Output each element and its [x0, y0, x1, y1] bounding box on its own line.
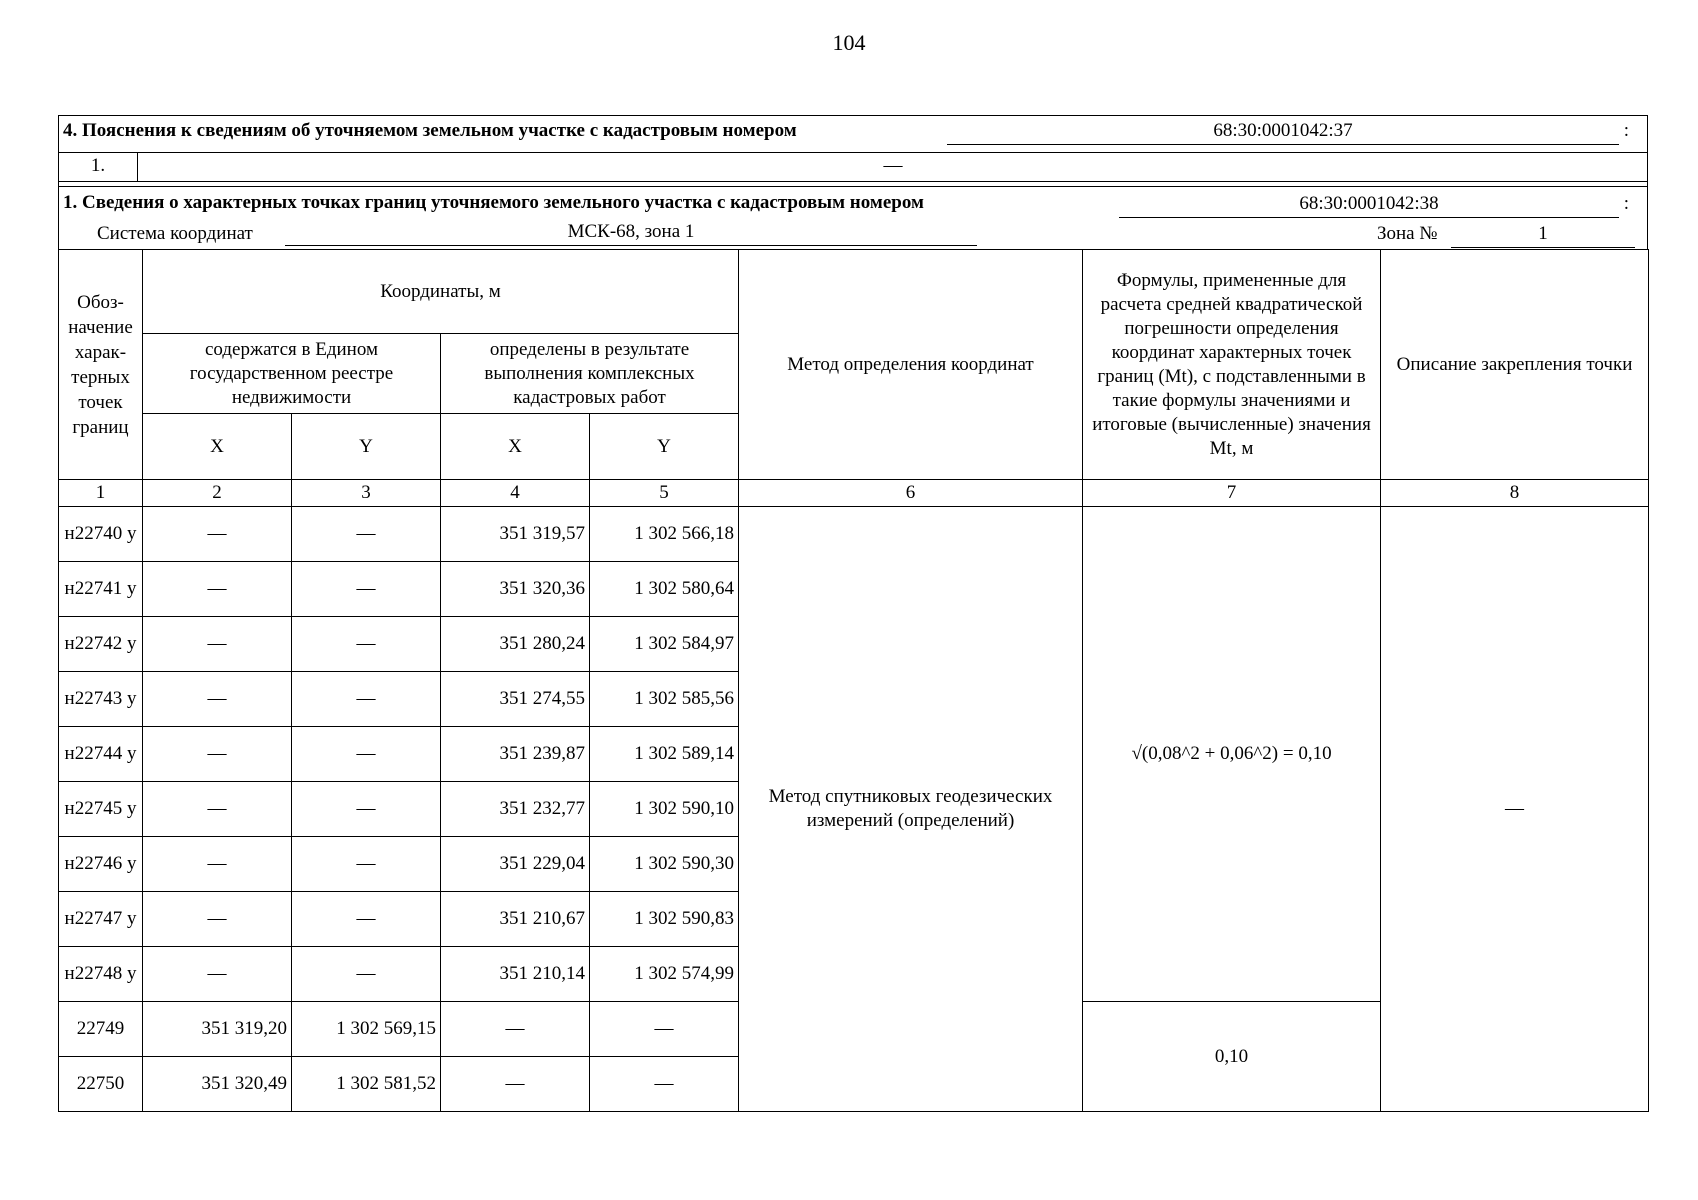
column-number: 6 [739, 480, 1083, 507]
section-1-title: 1. Сведения о характерных точках границ уточняемого земельного участка с кадастровым номером [63, 192, 924, 213]
determined-y: 1 302 574,99 [590, 947, 739, 1002]
registry-y: 1 302 581,52 [292, 1057, 441, 1112]
header-determined: определены в результате выполнения комплексных кадастровых работ [441, 334, 739, 414]
section-1-header [58, 186, 1648, 249]
description-cell: — [1381, 507, 1649, 1112]
section-4-header [59, 116, 1647, 153]
registry-y: — [292, 507, 441, 562]
coord-system-value: МСК-68, зона 1 [285, 221, 977, 246]
column-numbers-row [59, 480, 1649, 507]
determined-x: — [441, 1057, 590, 1112]
point-id: н22745 у [59, 782, 143, 837]
method-cell: Метод спутниковых геодезических измерений (определений) [739, 507, 1083, 1112]
table-row [59, 507, 1649, 562]
header-formulas: Формулы, примененные для расчета средней квадратической погрешности определения координат характерных точек границ (Mt), с подставленными в такие формулы значениями и итоговые (вычисленные) значения Mt, м [1083, 250, 1381, 480]
point-id: н22743 у [59, 672, 143, 727]
determined-x: 351 280,24 [441, 617, 590, 672]
header-description: Описание закрепления точки [1381, 250, 1649, 480]
zone-label: Зона № [1377, 223, 1438, 244]
registry-x: — [143, 892, 292, 947]
registry-y: — [292, 892, 441, 947]
point-id: н22740 у [59, 507, 143, 562]
determined-x: 351 319,57 [441, 507, 590, 562]
determined-y: 1 302 590,30 [590, 837, 739, 892]
section-4-row-value: — [883, 155, 903, 176]
column-number: 8 [1381, 480, 1649, 507]
point-id: н22747 у [59, 892, 143, 947]
column-number: 7 [1083, 480, 1381, 507]
determined-x: 351 210,14 [441, 947, 590, 1002]
column-number: 4 [441, 480, 590, 507]
determined-y: 1 302 585,56 [590, 672, 739, 727]
page-number: 104 [832, 30, 866, 55]
section-4-cadastral-number: 68:30:0001042:37 [947, 120, 1619, 145]
registry-x: — [143, 947, 292, 1002]
point-id: н22748 у [59, 947, 143, 1002]
determined-x: 351 229,04 [441, 837, 590, 892]
determined-y: 1 302 584,97 [590, 617, 739, 672]
determined-y: — [590, 1002, 739, 1057]
determined-x: — [441, 1002, 590, 1057]
document-sheet [58, 115, 1648, 1112]
section-4-colon: : [1623, 120, 1629, 141]
registry-x: 351 320,49 [143, 1057, 292, 1112]
column-number: 1 [59, 480, 143, 507]
column-number: 3 [292, 480, 441, 507]
registry-x: 351 319,20 [143, 1002, 292, 1057]
header-registry-x: X [143, 414, 292, 480]
header-registry: содержатся в Едином государственном реестре недвижимости [143, 334, 441, 414]
determined-y: — [590, 1057, 739, 1112]
registry-x: — [143, 782, 292, 837]
header-designation: Обоз-начение харак-терных точек границ [59, 250, 143, 480]
registry-y: — [292, 947, 441, 1002]
header-determined-x: X [441, 414, 590, 480]
registry-x: — [143, 727, 292, 782]
coord-system-label: Система координат [97, 223, 253, 244]
determined-y: 1 302 566,18 [590, 507, 739, 562]
header-registry-y: Y [292, 414, 441, 480]
point-id: н22742 у [59, 617, 143, 672]
section-4-row [59, 153, 1647, 182]
registry-y: — [292, 727, 441, 782]
column-number: 2 [143, 480, 292, 507]
point-id: н22741 у [59, 562, 143, 617]
registry-x: — [143, 617, 292, 672]
determined-x: 351 274,55 [441, 672, 590, 727]
determined-y: 1 302 589,14 [590, 727, 739, 782]
registry-y: — [292, 672, 441, 727]
registry-y: — [292, 562, 441, 617]
header-determined-y: Y [590, 414, 739, 480]
registry-y: — [292, 837, 441, 892]
mt-value-cell: 0,10 [1083, 1002, 1381, 1112]
registry-x: — [143, 562, 292, 617]
determined-y: 1 302 590,10 [590, 782, 739, 837]
registry-y: — [292, 782, 441, 837]
header-method: Метод определения координат [739, 250, 1083, 480]
section-1-cadastral-number: 68:30:0001042:38 [1119, 193, 1619, 218]
section-4 [58, 115, 1648, 182]
registry-y: 1 302 569,15 [292, 1002, 441, 1057]
registry-y: — [292, 617, 441, 672]
section-4-row-number: 1. [59, 153, 138, 181]
determined-x: 351 320,36 [441, 562, 590, 617]
boundary-points-table [58, 249, 1649, 1112]
point-id: 22749 [59, 1002, 143, 1057]
registry-x: — [143, 672, 292, 727]
section-4-title: 4. Пояснения к сведениям об уточняемом земельном участке с кадастровым номером [63, 120, 797, 141]
point-id: 22750 [59, 1057, 143, 1112]
header-coordinates: Координаты, м [143, 250, 739, 334]
zone-value: 1 [1451, 223, 1635, 248]
determined-x: 351 210,67 [441, 892, 590, 947]
registry-x: — [143, 507, 292, 562]
point-id: н22744 у [59, 727, 143, 782]
formula-cell: √(0,08^2 + 0,06^2) = 0,10 [1083, 507, 1381, 1002]
determined-y: 1 302 580,64 [590, 562, 739, 617]
determined-x: 351 232,77 [441, 782, 590, 837]
section-1-colon: : [1623, 193, 1629, 214]
registry-x: — [143, 837, 292, 892]
point-id: н22746 у [59, 837, 143, 892]
determined-y: 1 302 590,83 [590, 892, 739, 947]
column-number: 5 [590, 480, 739, 507]
determined-x: 351 239,87 [441, 727, 590, 782]
